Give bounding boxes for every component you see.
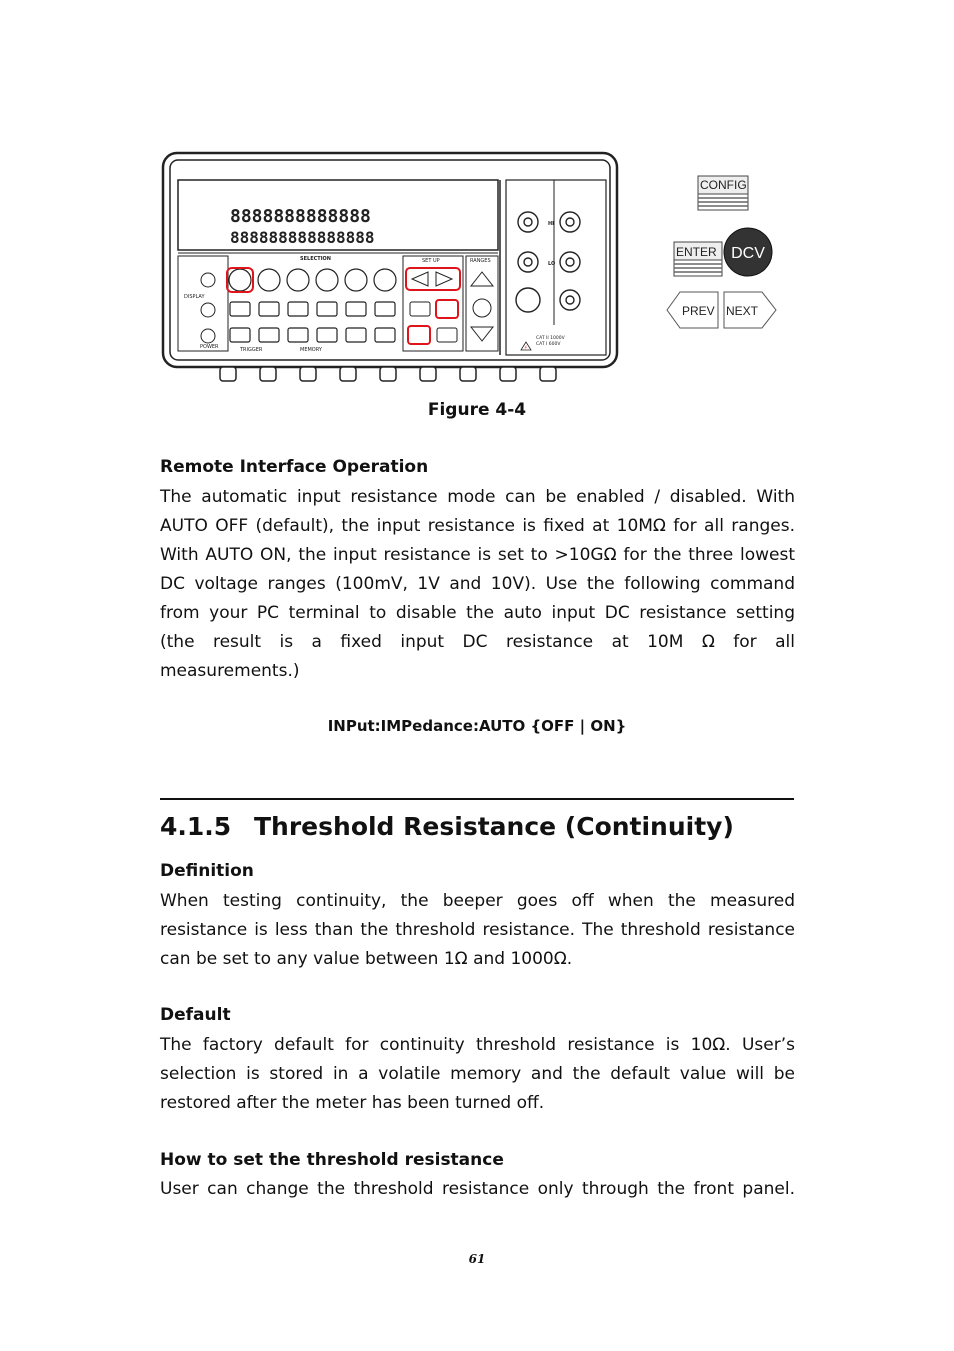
lightning-icon: ⚡ [524,345,528,351]
prev-key-label: PREV [682,304,715,318]
definition-heading: Definition [160,861,254,881]
command-syntax: INPut:IMPedance:AUTO {OFF | ON} [327,717,627,735]
panel-feet [220,367,556,381]
next-key-label: NEXT [726,304,759,318]
enter-key-label: ENTER [676,245,717,259]
default-line: restored after the meter has been turned off. [160,1093,545,1113]
display-label: DISPLAY [184,294,205,300]
howto-heading: How to set the threshold resistance [160,1150,504,1170]
front-panel-figure [160,150,620,385]
enter-highlight [436,300,458,318]
selection-label: SELECTION [300,256,331,262]
remote-line: With AUTO ON, the input resistance is set to >10GΩ for the three lowest [160,545,795,565]
remote-line: The automatic input resistance mode can be enabled / disabled. With [160,487,795,507]
lo-label: LO [548,261,556,267]
config-key-label: CONFIG [700,178,747,192]
cat-rating-line1: CAT II 1000V [536,336,565,341]
remote-line: from your PC terminal to disable the auto input DC resistance setting [160,603,795,623]
section-title [160,812,734,841]
definition-paragraph [160,887,795,974]
enter-key [674,242,722,276]
hi-label: HI [548,221,555,227]
section-divider [160,798,794,800]
config-highlight [408,326,430,344]
remote-paragraph [160,483,795,686]
figure-caption: Figure 4-4 [427,400,527,420]
page-number: 61 [468,1252,486,1266]
default-line: The factory default for continuity threshold resistance is 10Ω. User’s [160,1035,795,1055]
default-paragraph [160,1031,795,1118]
dcv-key [724,228,772,276]
config-key [698,176,748,210]
default-line: selection is stored in a volatile memory and the default value will be [160,1064,795,1084]
remote-heading: Remote Interface Operation [160,457,429,477]
remote-line: DC voltage ranges (100mV, 1V and 10V). Use the following command [160,574,795,594]
trigger-label: TRIGGER [240,347,263,353]
cat-rating-line2: CAT I 600V [536,342,561,347]
remote-line: (the result is a fixed input DC resistance at 10M Ω for all [160,632,795,652]
ranges-label: RANGES [470,258,491,264]
definition-line: can be set to any value between 1Ω and 1000Ω. [160,949,573,969]
definition-line: resistance is less than the threshold resistance. The threshold resistance [160,920,795,940]
remote-line: measurements.) [160,661,300,681]
section-number: 4.1.5 [160,812,232,841]
section-title-text: Threshold Resistance (Continuity) [254,812,734,841]
display-digits-top: 8888888888888 [230,206,371,227]
memory-label: MEMORY [300,347,322,353]
setup-label: SET UP [422,258,440,264]
howto-paragraph [160,1175,795,1204]
power-label: POWER [200,344,219,350]
next-key [724,292,776,328]
dcv-key-label: DCV [731,245,765,262]
remote-line: AUTO OFF (default), the input resistance is fixed at 10MΩ for all ranges. [160,516,795,536]
display-digits-bottom: 888888888888888 [230,228,375,247]
prev-key [667,292,718,328]
key-illustrations [662,170,782,335]
default-heading: Default [160,1005,231,1025]
howto-line: User can change the threshold resistance only through the front panel. [160,1179,795,1199]
definition-line: When testing continuity, the beeper goes off when the measured [160,891,795,911]
